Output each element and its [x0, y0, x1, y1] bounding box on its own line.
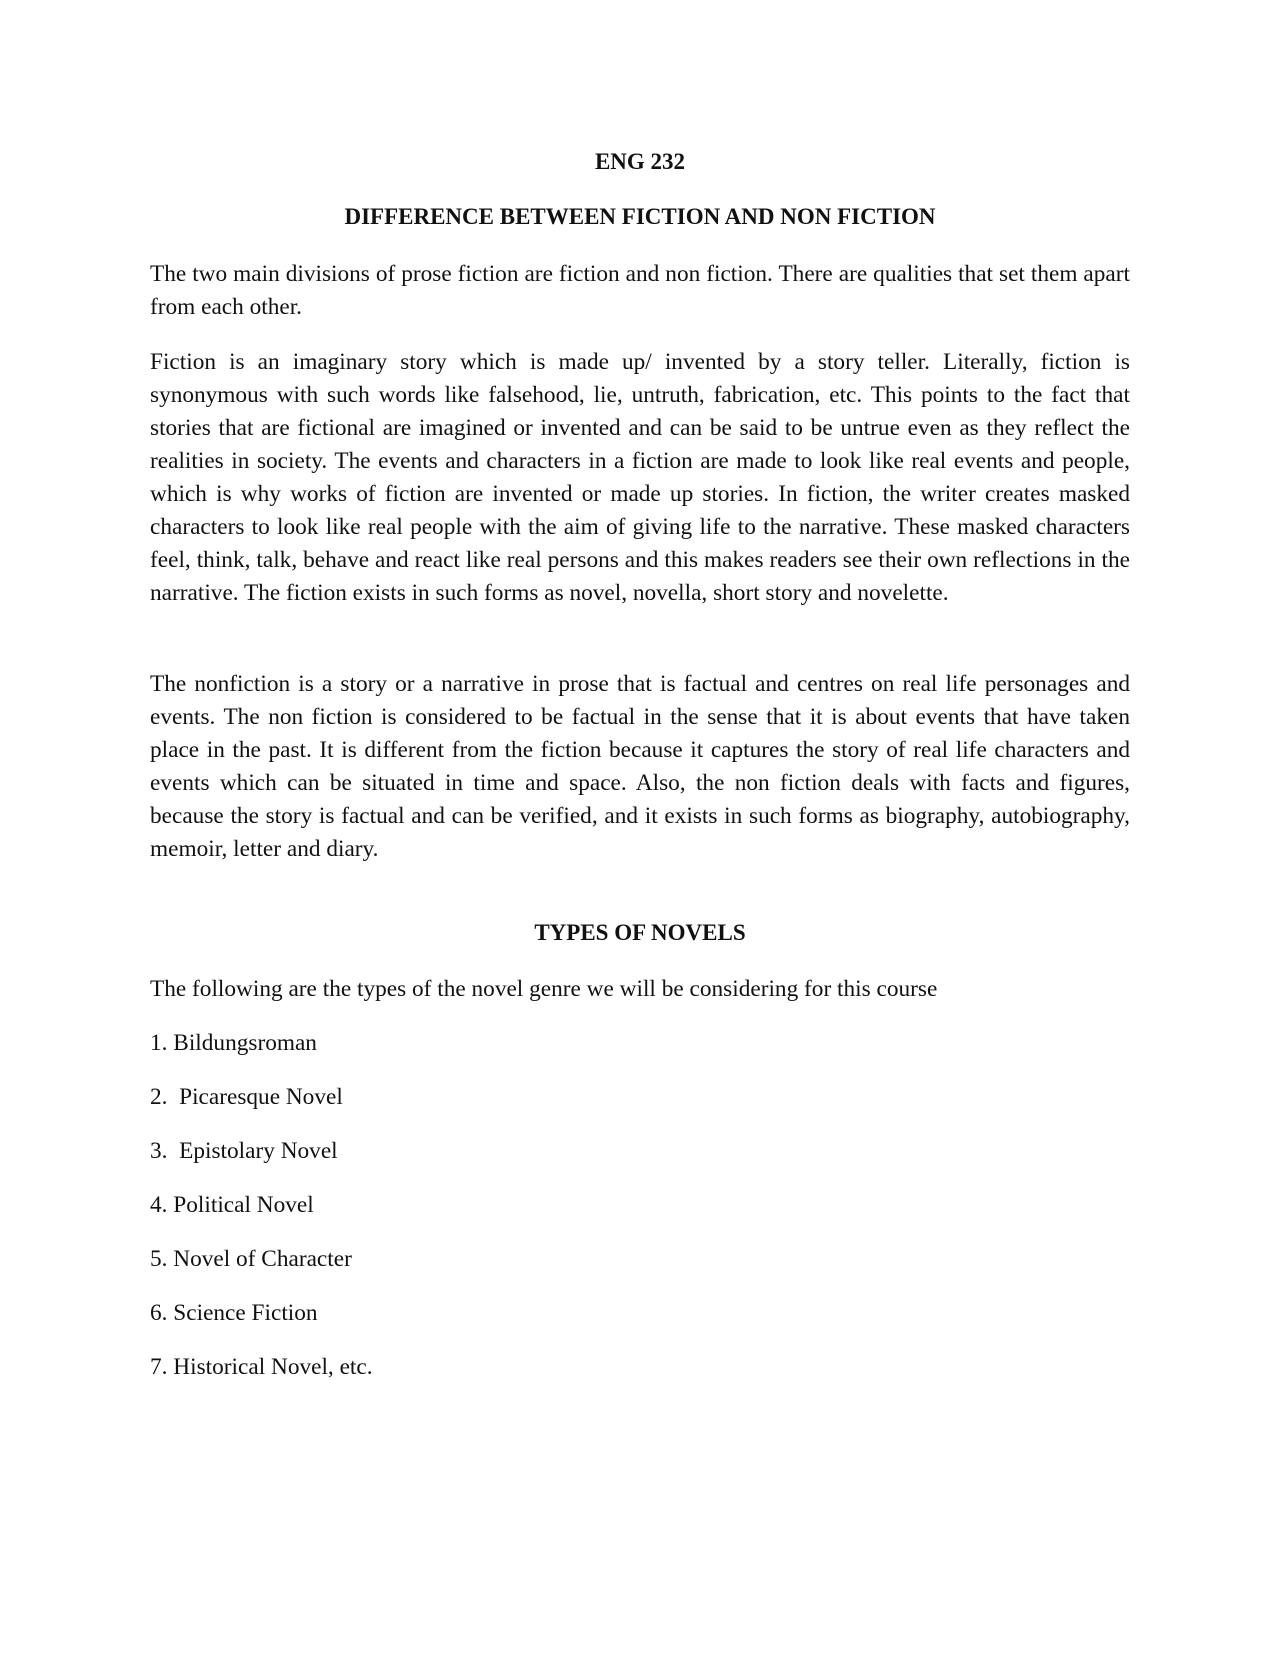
document-page: [150, 0, 1130, 1656]
list-item: 3. Epistolary Novel: [150, 1138, 338, 1164]
list-item: 1. Bildungsroman: [150, 1030, 317, 1056]
list-item: 5. Novel of Character: [150, 1246, 352, 1272]
list-item: 2. Picaresque Novel: [150, 1084, 343, 1110]
paragraph-types-intro: The following are the types of the novel genre we will be considering for this course: [150, 976, 938, 1002]
paragraph-intro: The two main divisions of prose fiction are fiction and non fiction. There are qualities that set them apart from each other.: [150, 261, 1130, 320]
paragraph-nonfiction: The nonfiction is a story or a narrative in prose that is factual and centres on real life personages and events. The non fiction is considered to be factual in the sense that it is about events that have taken place in the past. It is different from the fiction because it captures the story of real life characters and events which can be situated in time and space. Also, the non fiction deals with facts and figures, because the story is factual and can be verified, and it exists in such forms as biography, autobiography, memoir, letter and diary.: [150, 671, 1130, 862]
novel-types-list: [150, 1027, 373, 1405]
list-item: 6. Science Fiction: [150, 1300, 318, 1326]
course-code: ENG 232: [594, 149, 686, 174]
section-heading-types: TYPES OF NOVELS: [534, 920, 746, 945]
list-item: 7. Historical Novel, etc.: [150, 1354, 373, 1380]
section-heading-difference: DIFFERENCE BETWEEN FICTION AND NON FICTION: [344, 204, 936, 229]
paragraph-fiction: Fiction is an imaginary story which is made up/ invented by a story teller. Literally, fiction is synonymous with such words like falsehood, lie, untruth, fabrication, etc. This points to the fact that stories that are fictional are imagined or invented and can be said to be untrue even as they reflect the realities in society. The events and characters in a fiction are made to look like real events and people, which is why works of fiction are invented or made up stories. In fiction, the writer creates masked characters to look like real people with the aim of giving life to the narrative. These masked characters feel, think, talk, behave and react like real persons and this makes readers see their own reflections in the narrative. The fiction exists in such forms as novel, novella, short story and novelette.: [150, 349, 1130, 606]
list-item: 4. Political Novel: [150, 1192, 314, 1218]
